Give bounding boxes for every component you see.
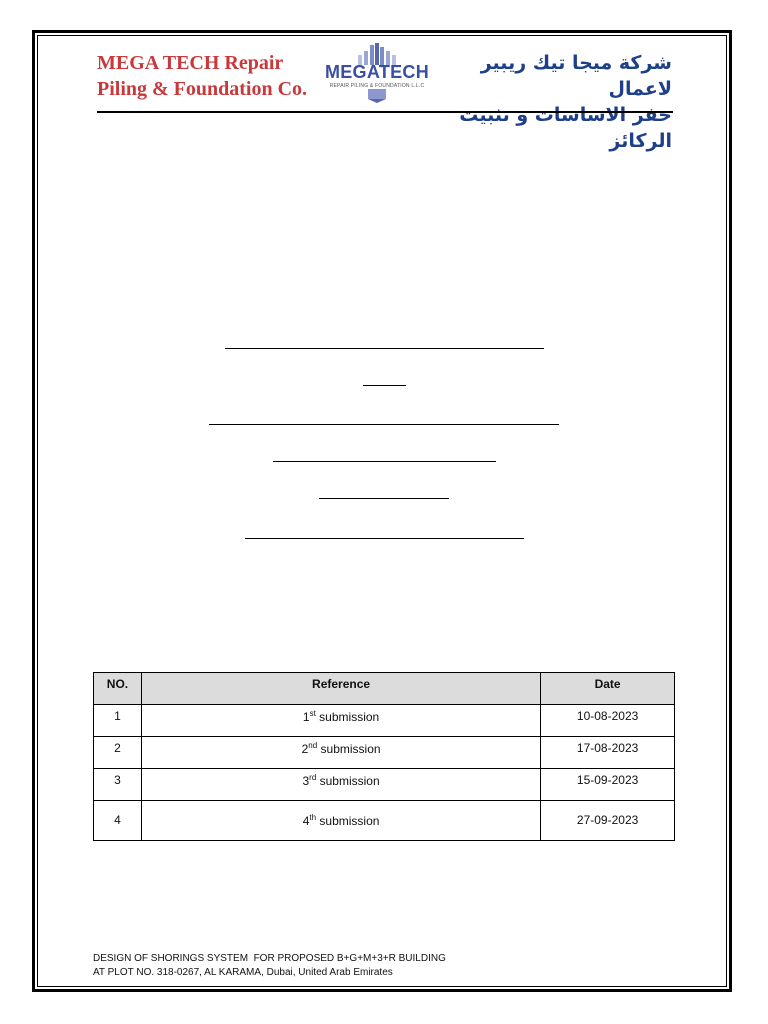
row-date: 15-09-2023 [541, 769, 675, 801]
company-logo [312, 43, 442, 103]
header-date: Date [541, 673, 675, 705]
row-reference: 2nd submission [141, 737, 540, 769]
company-name-en-line1: MEGA TECH Repair [97, 52, 284, 74]
table-row [94, 737, 675, 769]
footer-line-2: AT PLOT NO. 318-0267, AL KARAMA, Dubai, United Arab Emirates [93, 967, 393, 978]
title-line-1 [225, 348, 544, 349]
table-row [94, 705, 675, 737]
row-reference: 1st submission [141, 705, 540, 737]
row-date: 10-08-2023 [541, 705, 675, 737]
title-line-5 [319, 498, 449, 499]
company-name-ar-line2: حفر الاساسات و تثبيت الركائز [459, 104, 672, 152]
row-no: 4 [94, 801, 142, 841]
title-line-3 [209, 424, 559, 425]
header-reference: Reference [141, 673, 540, 705]
page-border-inner [37, 35, 727, 987]
header-divider [97, 111, 673, 113]
row-no: 1 [94, 705, 142, 737]
logo-subtext: REPAIR PILING & FOUNDATION L.L.C [329, 83, 425, 89]
row-date: 27-09-2023 [541, 801, 675, 841]
company-name-en-line2: Piling & Foundation Co. [97, 78, 308, 100]
table-row [94, 769, 675, 801]
title-line-4 [273, 461, 496, 462]
row-reference: 4th submission [141, 801, 540, 841]
company-name-ar-line1: شركة ميجا تيك ريبير لاعمال [480, 52, 672, 100]
document-footer [93, 952, 446, 980]
row-no: 3 [94, 769, 142, 801]
footer-line-1: DESIGN OF SHORINGS SYSTEM FOR PROPOSED B+G+M+3+R BUILDING [93, 953, 446, 964]
revision-table [93, 672, 675, 841]
title-line-2 [363, 385, 406, 386]
table-header-row [94, 673, 675, 705]
table-row [94, 801, 675, 841]
company-name-arabic [452, 50, 672, 154]
row-date: 17-08-2023 [541, 737, 675, 769]
company-name-english [97, 50, 307, 102]
header-no: NO. [94, 673, 142, 705]
title-line-6 [245, 538, 524, 539]
row-no: 2 [94, 737, 142, 769]
row-reference: 3rd submission [141, 769, 540, 801]
logo-wordmark: MEGATECH [324, 62, 430, 82]
